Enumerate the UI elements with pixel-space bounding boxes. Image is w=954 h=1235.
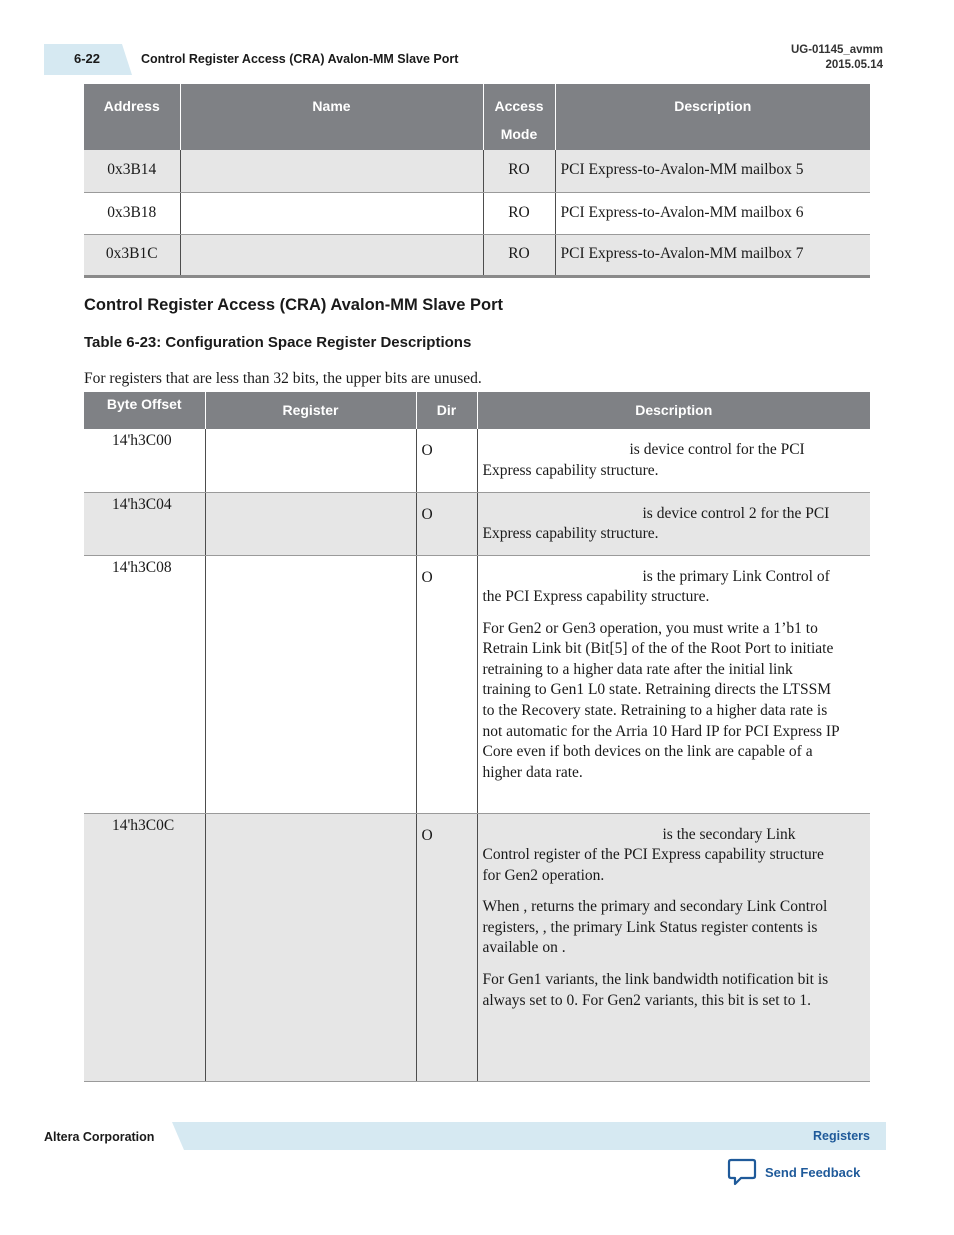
dir-cell: O	[416, 813, 477, 1081]
register-cell	[205, 492, 416, 555]
dir-cell: O	[416, 555, 477, 813]
description-cell	[477, 492, 870, 555]
description-cell	[477, 813, 870, 1081]
offset-cell: 14'h3C08	[84, 555, 205, 813]
send-feedback-button[interactable]	[727, 1158, 860, 1186]
address-cell: 0x3B1C	[84, 234, 180, 276]
description-paragraph: When , returns the primary and secondary Link Control registers, , the primary Link Status register contents is available on .	[482, 898, 828, 957]
table-header-row	[84, 84, 870, 150]
offset-cell: 14'h3C00	[84, 429, 205, 492]
dir-cell: O	[416, 429, 477, 492]
access-mode-cell: RO	[483, 150, 555, 192]
registers-link[interactable]: Registers	[813, 1129, 870, 1143]
description-paragraph: is the primary Link Control of the PCI Express capability structure.	[482, 567, 830, 606]
col-header-access-mode: Access Mode	[483, 84, 555, 150]
address-cell: 0x3B14	[84, 150, 180, 192]
name-cell	[180, 150, 483, 192]
description-cell	[477, 429, 870, 492]
description-cell: PCI Express-to-Avalon-MM mailbox 7	[555, 234, 870, 276]
running-title: Control Register Access (CRA) Avalon-MM Slave Port	[141, 52, 459, 66]
doc-id: UG-01145_avmm	[790, 44, 883, 56]
table-row	[84, 555, 870, 813]
name-cell	[180, 234, 483, 276]
section-heading: Control Register Access (CRA) Avalon-MM Slave Port	[84, 296, 503, 314]
description-cell: PCI Express-to-Avalon-MM mailbox 5	[555, 150, 870, 192]
configuration-space-register-table	[84, 392, 870, 1082]
send-feedback-label: Send Feedback	[765, 1164, 861, 1180]
table-caption: Table 6-23: Configuration Space Register Descriptions	[84, 334, 472, 351]
col-header-name: Name	[180, 84, 483, 150]
table-note: For registers that are less than 32 bits, the upper bits are unused.	[84, 370, 482, 387]
col-header-address: Address	[84, 84, 180, 150]
col-header-register: Register	[205, 392, 416, 429]
description-paragraph: is the secondary Link Control register of the PCI Express capability structure for Gen2 operation.	[482, 825, 824, 884]
description-cell: PCI Express-to-Avalon-MM mailbox 6	[555, 192, 870, 234]
description-paragraph: For Gen1 variants, the link bandwidth notification bit is always set to 0. For Gen2 variants, this bit is set to 1.	[482, 971, 829, 1009]
address-cell: 0x3B18	[84, 192, 180, 234]
table-row	[84, 234, 870, 276]
name-cell	[180, 192, 483, 234]
company-name: Altera Corporation	[44, 1130, 155, 1144]
table-row	[84, 192, 870, 234]
table-row	[84, 150, 870, 192]
col-header-byte-offset: Byte Offset	[84, 392, 205, 429]
mailbox-register-table	[84, 84, 870, 278]
table-row	[84, 429, 870, 492]
speech-bubble-icon	[727, 1158, 757, 1186]
col-header-dir: Dir	[416, 392, 477, 429]
dir-cell: O	[416, 492, 477, 555]
description-paragraph: is device control 2 for the PCI Express capability structure.	[482, 504, 830, 543]
description-cell	[477, 555, 870, 813]
access-mode-cell: RO	[483, 234, 555, 276]
col-header-description: Description	[477, 392, 870, 429]
doc-date: 2015.05.14	[825, 59, 883, 71]
access-mode-cell: RO	[483, 192, 555, 234]
description-paragraph: is device control for the PCI Express capability structure.	[482, 441, 805, 479]
table-header-row	[84, 392, 870, 429]
col-header-description: Description	[555, 84, 870, 150]
doc-info	[791, 43, 883, 73]
table-row	[84, 492, 870, 555]
register-cell	[205, 555, 416, 813]
footer-band	[172, 1122, 886, 1150]
register-cell	[205, 813, 416, 1081]
page-number: 6-22	[74, 51, 101, 66]
register-cell	[205, 429, 416, 492]
offset-cell: 14'h3C04	[84, 492, 205, 555]
table-row	[84, 813, 870, 1081]
offset-cell: 14'h3C0C	[84, 813, 205, 1081]
description-paragraph: For Gen2 or Gen3 operation, you must write a 1’b1 to Retrain Link bit (Bit[5] of the of the Root Port to initiate retraining to a higher data rate after the initial link training to Gen1 L0 state. Retraining directs the LTSSM to the Recovery state. Retraining to a higher data rate is not automatic for the Arria 10 Hard IP for PCI Express IP Core even if both devices on the link are capable of a higher data rate.	[482, 619, 840, 781]
